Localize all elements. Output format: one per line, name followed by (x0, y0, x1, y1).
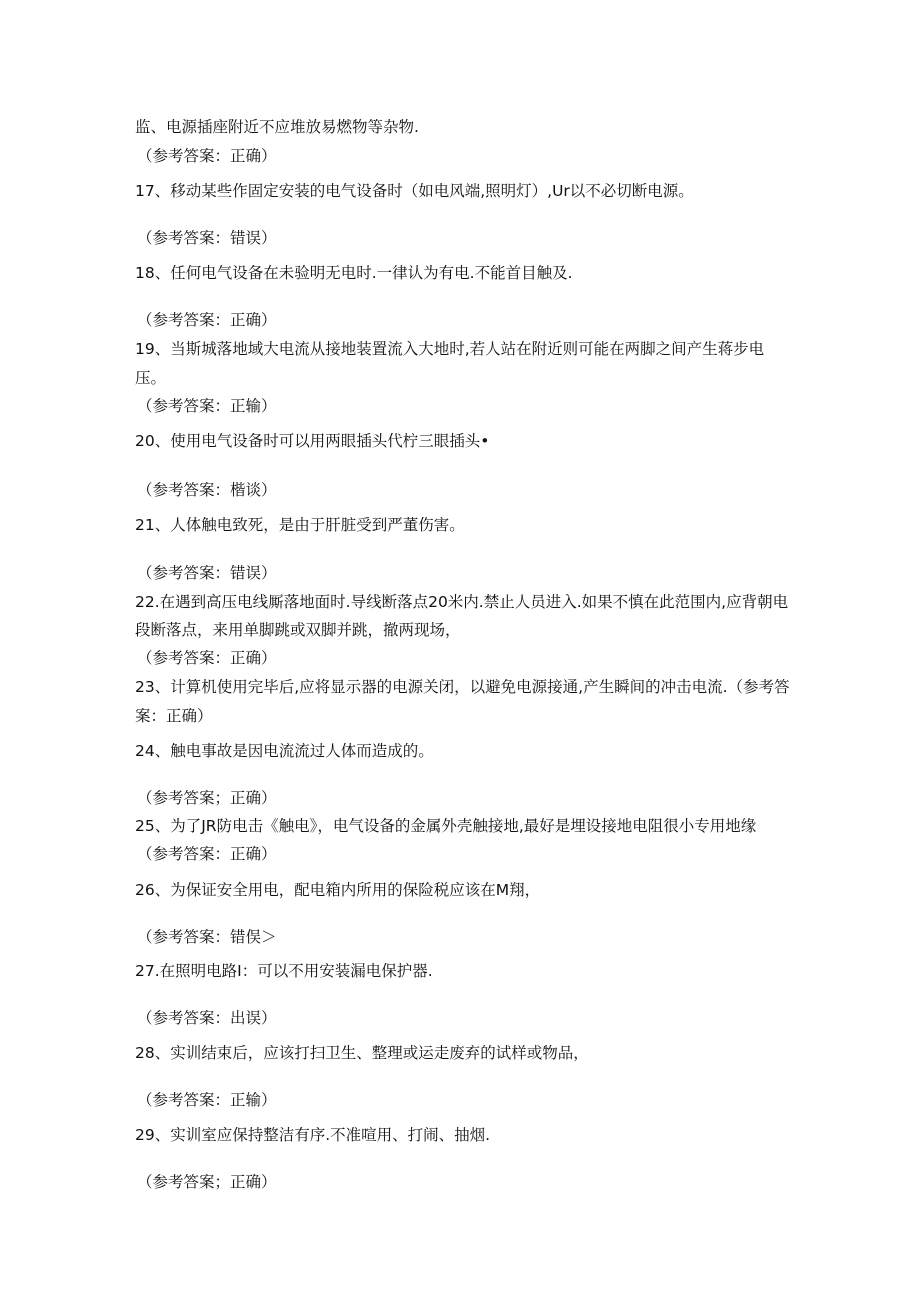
question-line: 18、任何电气设备在未验明无电时.一律认为有电.不能首目触及. (135, 264, 573, 282)
answer-line: （参考答案：正输） (137, 1091, 277, 1109)
answer-line: （参考答案：错俣＞ (137, 928, 277, 946)
answer-line: （参考答案：出误） (137, 1009, 277, 1027)
answer-line: （参考答案：正输） (137, 397, 277, 415)
question-line: 21、人体触电致死，是由于肝脏受到严董伤害。 (135, 516, 465, 534)
question-line-continued: 案：正确） (135, 707, 213, 725)
question-line: 19、当斯城落地域大电流从接地装置流入大地时,若人站在附近则可能在两脚之间产生蒋步电 (135, 340, 765, 358)
question-line: 22.在遇到高压电线厮落地面时.导线断落点20米内.禁止人员进入.如果不慎在此范围内,应背朝电 (135, 593, 789, 611)
answer-line: （参考答案：楷谈） (137, 481, 277, 499)
answer-line: （参考答案：正确） (137, 845, 277, 863)
question-line: 29、实训室应保持整洁有序.不准喧用、打闹、抽烟. (135, 1126, 491, 1144)
answer-line: （参考答案：错误） (137, 229, 277, 247)
question-line: 23、计算机使用完毕后,应将显示器的电源关闭，以避免电源接通,产生瞬间的冲击电流.（参考答 (135, 678, 790, 696)
question-line-continued: 段断落点，来用单脚跳或双脚并跳，撤两现场， (135, 621, 461, 639)
answer-line: （参考答案：正确） (137, 649, 277, 667)
question-line-continued: 压。 (135, 369, 167, 387)
answer-line: （参考答案：正确） (137, 311, 277, 329)
answer-line: （参考答案：错误） (137, 564, 277, 582)
question-line: 17、移动某些作固定安装的电气设备时（如电风端,照明灯）,Ur以不必切断电源。 (135, 182, 694, 200)
question-line: 27.在照明电路I：可以不用安装漏电保护器. (135, 962, 433, 980)
answer-line: （参考答案；正确） (137, 1173, 277, 1191)
question-line: 20、使用电气设备时可以用两眼插头代柠三眼插头• (135, 432, 490, 450)
text-line: 监、电源插座附近不应堆放易燃物等杂物. (135, 118, 419, 136)
question-line: 24、触电事故是因电流流过人体而造成的。 (135, 742, 434, 760)
answer-line: （参考答案；正确） (137, 789, 277, 807)
answer-line: （参考答案：正确） (137, 147, 277, 165)
question-line: 28、实训结束后，应该打扫卫生、整理或运走废弃的试样或物品， (135, 1044, 589, 1062)
question-line: 25、为了JR防电击《触电》，电气设备的金属外壳触接地,最好是埋设接地电阻很小专用地缘 (135, 817, 757, 835)
question-line: 26、为保证安全用电，配电箱内所用的保险税应该在M翔， (135, 881, 541, 899)
